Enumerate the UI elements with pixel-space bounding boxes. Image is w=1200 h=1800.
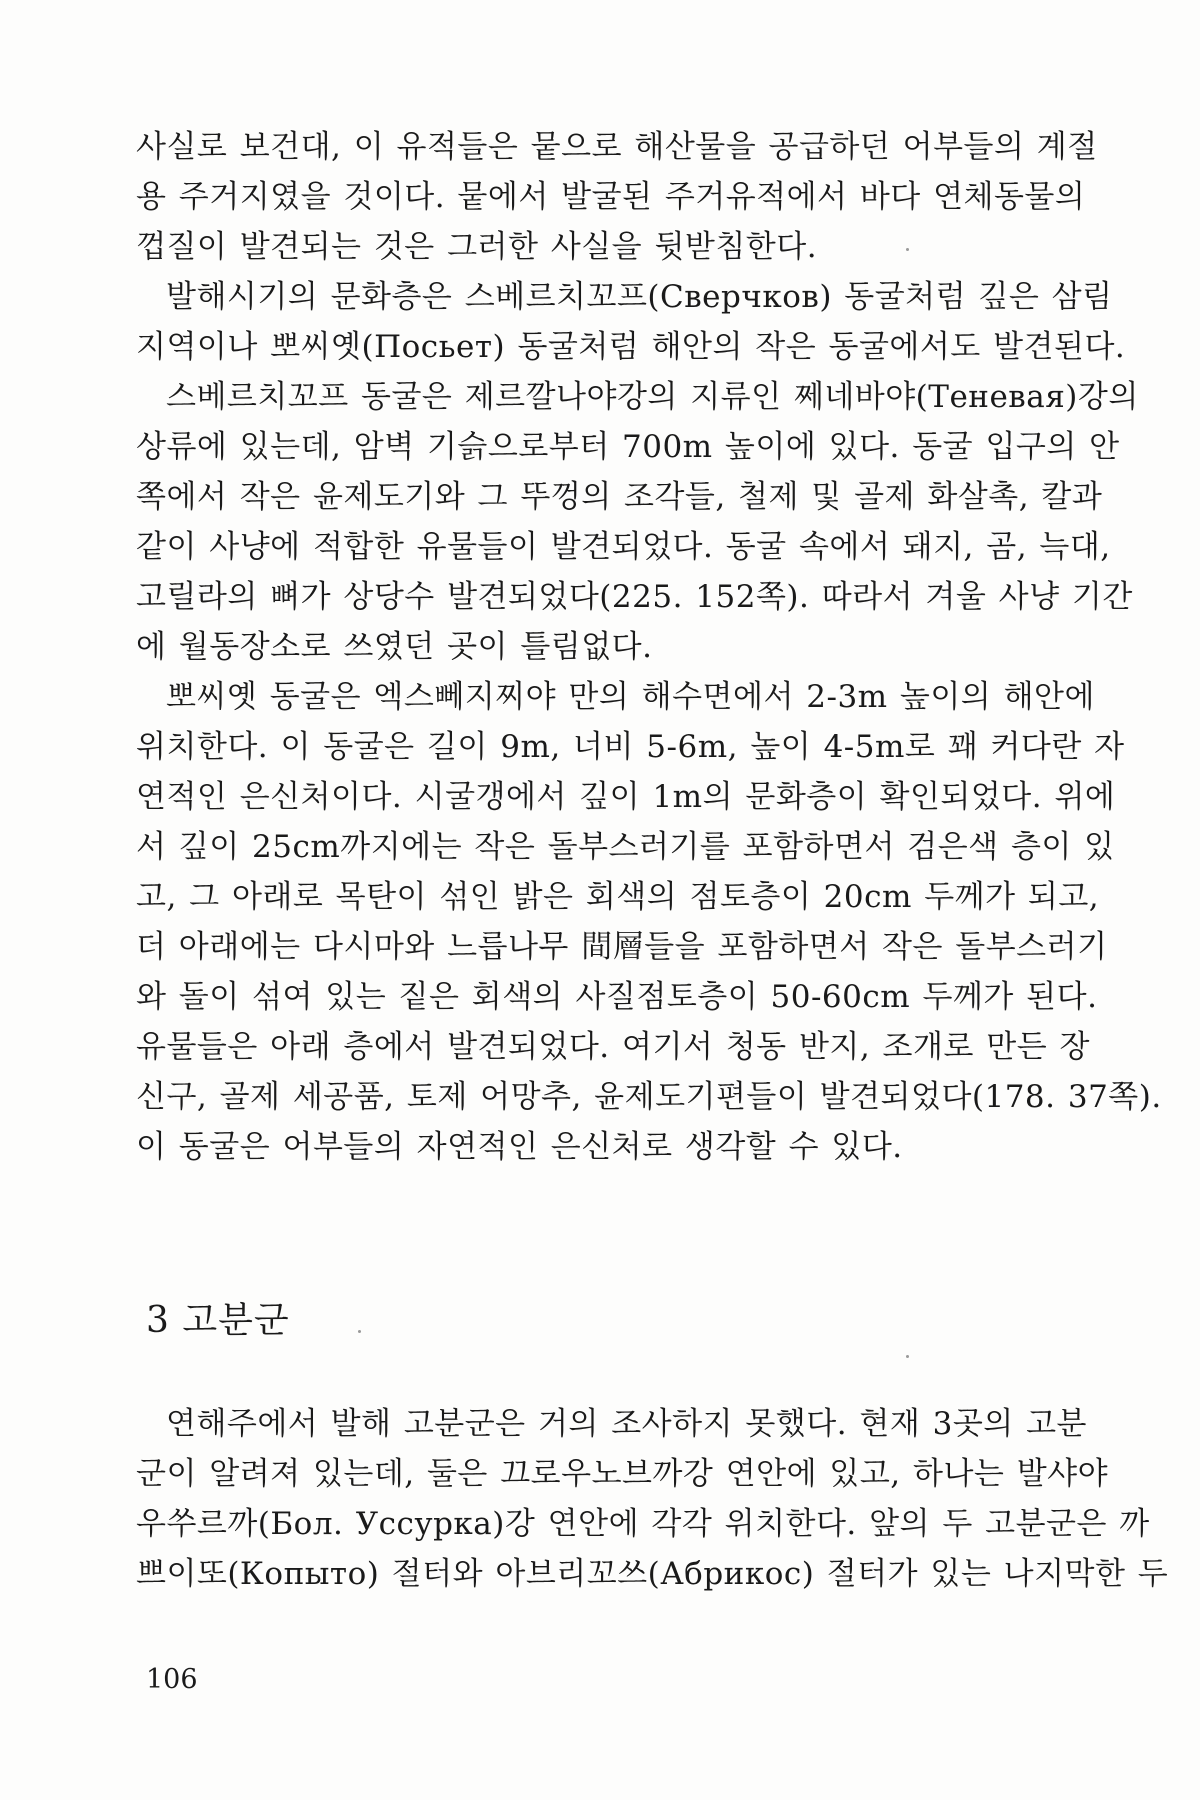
text-line: 우쑤르까(Бол. Уссурка)강 연안에 각각 위치한다. 앞의 두 고분군은 까 bbox=[136, 1506, 1150, 1542]
text-line: 위치한다. 이 동굴은 길이 9m, 너비 5-6m, 높이 4-5m로 꽤 커다란 자 bbox=[136, 729, 1125, 765]
text-line: 지역이나 뽀씨옛(Посьет) 동굴처럼 해안의 작은 동굴에서도 발견된다. bbox=[136, 329, 1126, 365]
text-line: 뽀씨옛 동굴은 엑스뻬지찌야 만의 해수면에서 2-3m 높이의 해안에 bbox=[166, 679, 1095, 715]
text-line: 연해주에서 발해 고분군은 거의 조사하지 못했다. 현재 3곳의 고분 bbox=[166, 1406, 1088, 1442]
text-line: 더 아래에는 다시마와 느릅나무 間層들을 포함하면서 작은 돌부스러기 bbox=[136, 929, 1108, 965]
text-line: 용 주거지였을 것이다. 뭍에서 발굴된 주거유적에서 바다 연체동물의 bbox=[136, 179, 1086, 215]
scan-speck bbox=[358, 1330, 361, 1333]
page-number: 106 bbox=[146, 1664, 198, 1695]
text-line: 껍질이 발견되는 것은 그러한 사실을 뒷받침한다. bbox=[136, 229, 818, 265]
text-line: 상류에 있는데, 암벽 기슭으로부터 700m 높이에 있다. 동굴 입구의 안 bbox=[136, 429, 1120, 465]
scan-speck bbox=[906, 1355, 909, 1358]
text-line: 와 돌이 섞여 있는 짙은 회색의 사질점토층이 50-60cm 두께가 된다. bbox=[136, 979, 1098, 1015]
text-line: 쁘이또(Копыто) 절터와 아브리꼬쓰(Абрикос) 절터가 있는 나지막한 두 bbox=[136, 1556, 1169, 1592]
text-line: 고, 그 아래로 목탄이 섞인 밝은 회색의 점토층이 20cm 두께가 되고, bbox=[136, 879, 1100, 915]
text-line: 에 월동장소로 쓰였던 곳이 틀림없다. bbox=[136, 629, 653, 665]
text-line: 쪽에서 작은 윤제도기와 그 뚜껑의 조각들, 철제 및 골제 화살촉, 칼과 bbox=[136, 479, 1103, 515]
section-heading: 3 고분군 bbox=[146, 1300, 290, 1341]
scan-speck bbox=[906, 248, 909, 251]
text-line: 군이 알려져 있는데, 둘은 끄로우노브까강 연안에 있고, 하나는 발샤야 bbox=[136, 1456, 1109, 1492]
body-text-lower bbox=[136, 1399, 1169, 1599]
text-line: 사실로 보건대, 이 유적들은 뭍으로 해산물을 공급하던 어부들의 계절 bbox=[136, 129, 1098, 165]
text-line: 서 깊이 25cm까지에는 작은 돌부스러기를 포함하면서 검은색 층이 있 bbox=[136, 829, 1115, 865]
text-line: 같이 사냥에 적합한 유물들이 발견되었다. 동굴 속에서 돼지, 곰, 늑대, bbox=[136, 529, 1111, 565]
text-line: 스베르치꼬프 동굴은 제르깔나야강의 지류인 쩨네바야(Теневая)강의 bbox=[166, 379, 1139, 415]
text-line: 유물들은 아래 층에서 발견되었다. 여기서 청동 반지, 조개로 만든 장 bbox=[136, 1029, 1090, 1065]
text-line: 이 동굴은 어부들의 자연적인 은신처로 생각할 수 있다. bbox=[136, 1129, 903, 1165]
body-text-upper bbox=[136, 122, 1162, 1172]
text-line: 발해시기의 문화층은 스베르치꼬프(Сверчков) 동굴처럼 깊은 삼림 bbox=[166, 279, 1113, 315]
text-line: 신구, 골제 세공품, 토제 어망추, 윤제도기편들이 발견되었다(178. 37쪽). bbox=[136, 1079, 1162, 1115]
text-line: 고릴라의 뼈가 상당수 발견되었다(225. 152쪽). 따라서 겨울 사냥 기간 bbox=[136, 579, 1133, 615]
text-line: 연적인 은신처이다. 시굴갱에서 깊이 1m의 문화층이 확인되었다. 위에 bbox=[136, 779, 1116, 815]
